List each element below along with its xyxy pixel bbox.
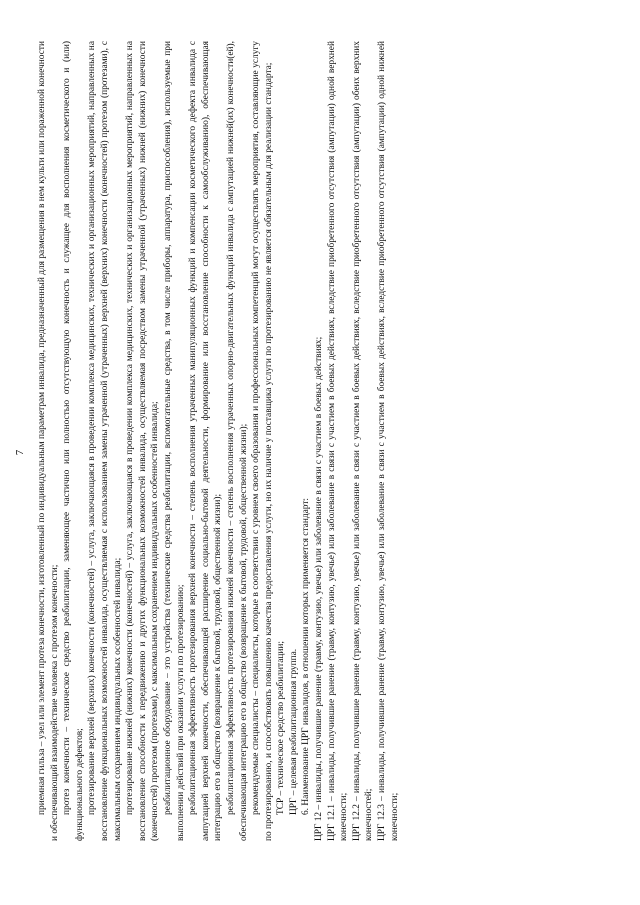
paragraph: ЦРГ 12.3 – инвалиды, получившие ранение (травму, контузию, увечье) или заболевание в связи с участием в боевых действиях, вследствие приобретенного отсутствия (ампутации) одной нижней конечности; xyxy=(377,41,400,841)
paragraph: реабилитационная эффективность протезирования верхней конечности – степень восполнения утраченных манипуляционных функций и компенсации косметического дефекта инвалида с ампутацией верхней конечности, обеспечивающей расширение социально-бытовой деятельности, формирование или восстановление способности к самообслуживанию), обеспечивающая интеграцию его в общество (возвращение к бытовой, трудовой, общественной жизни); xyxy=(188,41,224,841)
paragraph: ЦРГ 12 – инвалиды, получившие ранение (травму, контузию, увечье) или заболевание в связи с участием в боевых действиях; xyxy=(314,336,325,841)
page-number: 7 xyxy=(14,449,26,456)
paragraph: ТСР – техническое средство реабилитации; xyxy=(276,640,287,815)
paragraph: протезирование верхней (верхних) конечности (конечностей) – услуга, заключающаяся в проведении комплекса медицинских, технических и организационных мероприятий, направленных на восстановление функциональных возможностей инвалида, осуществляемая с использованием замены утраченной (утраченных) верхней (верхних) конечности (конечностей) протезом (протезами), с максимальным сохранением индивидуальных особенностей инвалида; xyxy=(87,41,123,841)
paragraph: приемная гильза – узел или элемент протеза конечности, изготовленный по индивидуальным параметрам инвалида, предназначенный для размещения в нем культи или пораженной конечности и обеспечивающий взаимодействие человека с протезом конечности; xyxy=(37,41,60,841)
paragraph: реабилитационное оборудование – это устройства (технические средства реабилитации, вспомогательные средства, в том числе приборы, аппаратура, приспособления), используемые при выполнении действий при оказании услуги по протезированию; xyxy=(162,41,186,841)
paragraph: ЦРГ 12.1 – инвалиды, получившие ранение (травму, контузию, увечье) или заболевание в связи с участием в боевых действиях, вследствие приобретенного отсутствия (ампутации) одной верхней конечности; xyxy=(326,41,350,841)
paragraph: ЦРГ 12.2 – инвалиды, получившие ранение (травму, контузию, увечье) или заболевание в связи с участием в боевых действиях, вследствие приобретенного отсутствия (ампутации) обеих верхних конечностей; xyxy=(351,41,375,841)
paragraph: рекомендуемые специалисты – специалисты, которые в соответствии с уровнем своего образования и профессиональных компетенций могут осуществлять мероприятия, составляющие услугу по протезированию, и способствовать повышению качества предоставления услуги, но их наличие у поставщика услуги по протезированию не является обязательным для реализации стандарта; xyxy=(251,41,274,841)
paragraph: реабилитационная эффективность протезирования нижней конечности – степень восполнения утраченных опорно-двигательных функций инвалида с ампутацией нижней(их) конечности(ей), обеспечивающая интеграцию его в общество (возвращение к бытовой, трудовой, общественной жизни); xyxy=(225,41,249,841)
paragraph: 6. Наименование ЦРГ инвалидов, в отношении которых применяется стандарт: xyxy=(301,497,312,815)
paragraph: протез конечности – техническое средство реабилитации, заменяющее частично или полностью отсутствующую конечность и служащее для восполнения косметического и (или) функционального дефектов; xyxy=(62,41,85,841)
paragraph: протезирование нижней (нижних) конечности (конечностей) – услуга, заключающаяся в проведении комплекса медицинских, технических и организационных мероприятий, направленных на восстановление способности к передвижению и других функциональных возможностей инвалида, осуществляемая посредством замены утраченной (утраченных) нижней (нижних) конечности (конечностей) протезом (протезами), с максимальным сохранением индивидуальных особенностей инвалида; xyxy=(125,41,161,841)
paragraph: ЦРГ – целевая реабилитационная группа. xyxy=(288,648,299,815)
document-body xyxy=(36,41,401,841)
